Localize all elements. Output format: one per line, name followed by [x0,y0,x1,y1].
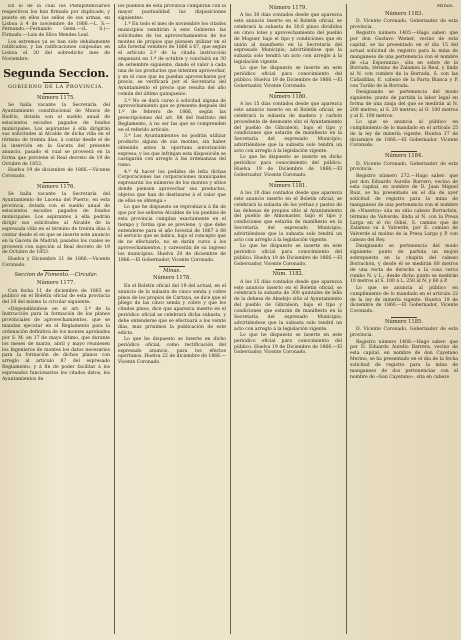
notice-number: Número 1180. [269,93,307,100]
notice-number: Número 1175. [37,94,75,101]
section-heading: Minas. [163,267,181,274]
column-divider [114,4,115,634]
paragraph: Lo que he dispuesto se inserte en este periódico oficial para conocimiento del público. Huelva 19 de Diciembre de 1866.—El Gobernador, Vicente Coronado. [234,332,342,356]
paragraph: Lo que he dispuesto se reproduzca á fin de que por los señores Alcaldes de los pueblos de esta provincia cumplan exactamente en el tiempo y forma que se previene, y que debe entenderse para el año forestal de 1867 á 68 el servicio que se indica, bajo el concepto que de no efectuarlo, no se darán curso á los aprovechamientos, y carecerán de su ingreso los municipios. Huelva 20 de diciembre de 1866.—El Gobernador, Vicente Coronado. [118,205,226,263]
paragraph: Registro número 1408.—Hago saber: que por D. Eduardo Aurelio Barrera, vecino de esta capital, en nombre de don Cayetano Merino, se ha presentado en el día de la fecha solicitud de registro para la mina de manganeso de dos pertenencias con el nombre de «San Cayetano», sita en cabezo [350,339,458,380]
paragraph: los pueblos de esta provincia cumplirán con la mayor puntualidad las disposiciones siguientes: [118,4,226,21]
column-4 [350,4,458,636]
paragraph: Lo que he dispuesto se inserte en dicho periódico para conocimiento del público. Huelva 19 de Diciembre de 1866.—El Gobernador, Vicente Coronado. [234,155,342,178]
divider [43,182,69,183]
paragraph: Lo que he dispuesto se inserte en este periódico oficial para conocimiento del público. Huelva 19 de Diciembre de 1866.—El Gobernador, Vicente Coronado. [234,66,342,89]
paragraph: Designando se pertenencia del modo siguiente: punto de partida la labor legal en forma de una zanja del que se medirán al N. 200 metros; al S. 20 metros; al O. 100 metros y al E. 100 metros. [350,90,458,119]
paragraph: Huelva y Diciembre 21 de 1866.—Vicente Coronado. [2,256,110,268]
paragraph: Lo que se anuncia al público en cumplimiento de lo mandado en el artículo 25 de la ley de minería vigente. Huelva 17 de diciembre de 1866.—El Gobernador, Vicente Coronado. [350,120,458,149]
paragraph: En el Boletín oficial del 19 del actual, en el anuncio de la subasta de cinco senda y cobre pinos de los propios de Cartaya, se dice que el pliego de las cinco senda y cobre y que los citados pinos, dice que aparezca inserto en el periódico oficial se celebrará dicha subasta, y debe entenderse que se efectuará a los veinte días, más próximos la publicación de este edicto. [118,283,226,336]
paragraph: A los 15 días contados desde que aparezca este anuncio inserto en el Boletín oficial, se celebrará la subasta de madera y carbón procedente de desmonte sito el Ayuntamiento del pueblo de Gibraleón, bajo el tipo y condiciones que estarán de manifiesto en la Secretaría del espresado Municipio; advirtiéndose que la subasta solo tendrá un acto con arreglo á la legislación vigente. [234,102,342,154]
notice-number: Número 1181. [269,182,307,189]
divider [43,270,69,271]
notice-number: Número 1177. [37,280,75,287]
column-3 [234,4,342,636]
section-subtitle: GOBIERNO DE LA PROVINCIA. [7,83,105,90]
paragraph: D. Vicente Coronado, Gobernador de esta provincia. [350,161,458,173]
paragraph: A los 15 días contados desde que aparezca este anuncio inserto en el Boletín oficial, se celebrará la subasta de 300 quintales de leña de la dehesa de Abadejo sitio al Ayuntamiento del pueblo de Gibraleón, bajo el tipo y condiciones que estarán de manifiesto en la Secretaría del espresado Municipio; advirtiéndose que la subasta solo tendrá un acto con arreglo á la legislación vigente. [234,279,342,332]
column-divider [346,4,347,634]
notice-number: Número 1184. [385,153,423,160]
paragraph: 1.ª En todo el mes de noviembre los citados municipios remitirán á este Gobierno las solicitudes de los aprovechamientos de los montes de propios que piensen utilizar en el año forestal venidero de 1866 á 67, que según el artículo 2.º de la citada instrucción empezará en 1.º de octubre y concluirá en 30 de setiembre siguiente, dando el valor á cada una de los productos que intenten aprovechar, y en el caso que no puedan aprovecharse por precio, se verificará por el Secretario del Ayuntamiento el precio que resulta del año común del último quinquenio. [118,22,226,98]
divider [391,317,417,318]
paragraph: Se halla vacante la Secretaría del Ayuntamiento de Lucena del Puerto, en esta provincia, dotada con el sueldo anual de seiscientos escudos pagados de fondos municipales. Los aspirantes á ella podrán dirigir sus solicitudes al Alcalde de la espresada villa en el término de treinta días á contar desde el en que se inserte este anuncio en la Gaceta de Madrid; pasados los cuales se proveerá con sujeción al Real decreto de 19 de Octubre de 1853. [2,191,110,256]
paragraph: Lo que he dispuesto se inserte en este periódico oficial para conocimiento del público. Huelva 19 de Diciembre de 1866.—El Gobernador, Vicente Coronado. [234,244,342,267]
paragraph: En lo de la cual los Plenipotenciarios respectivos los han firmado por duplicado, y puesto en ellos los sellos de sus armas, en Lisboa á 4 de noviembre de 1866.—L. S.—Fernando.—Fernando Gemi.—(L. S.)—Firmado.—Luis de Silva Mendes Leal. [2,4,110,39]
notice-number: Número 1185. [385,319,423,326]
paragraph: A los 30 días contados desde que aparezca este anuncio inserto en el Boletín oficial, se celebrará la subasta de 30,6 pinos divididos en cinco lotes y aprovechamiento del pueblo de Moguer, bajo el tipo y condiciones que en unión al manifiesto en la Secretaría del espresado Municipio; advirtiéndose que la subasta solo tendrá un acto con arreglo á la legislación vigente. [234,13,342,66]
notice-number: Núm. 1182. [272,271,304,278]
paragraph: Lo que he dispuesto se inserte en dicho periódico oficial, como rectificación del espresado anuncio, para los efectos oportunos. Huelva 22 de diciembre de 1866.—Vicente Coronado. [118,336,226,366]
paragraph: Lo que se anuncia al público en cumplimiento de lo mandado en el artículo 22 de la ley de minería vigente. Huelva 19 de diciembre de 1866.—El Gobernador, Vicente Coronado. [350,285,458,315]
paragraph: Se halla vacante la Secretaría del Ayuntamiento constitucional de Mozos de Riofrío, dotada con el sueldo anual de seiscientos escudos pagados de fondos municipales. Los aspirantes á ella dirigirán sus solicitudes al Alcalde de dicha villa en el término de treinta días, á contar desde el de la inserción en la Gaceta del presente anuncio, pasado el cual se proveerá en la forma que previene el Real decreto de 19 de Octubre de 1853. [2,103,110,167]
paragraph: D. Vicente Coronado, Gobernador de esta provincia. [350,19,458,31]
paragraph: Con fecha 11 de diciembre de 1865 se publicó en el Boletín oficial de esta provincia del 18 del mismo la circular siguiente: [2,288,110,306]
paragraph: Huelva 19 de diciembre de 1866.—Vicente Coronado. [2,167,110,179]
notice-number: Número 1183. [385,10,423,17]
section-heading: Seccion de Fomento.—Circular. [14,272,98,279]
paragraph: Los extremos ya se han sido debidamente ratificados, y las ratificaciones canjeadas en Lisboa el 20 del sobredicho mes de Noviembre. [2,39,110,63]
paragraph: Registro número 272.—Hago saber: que por don Eduardo Aurelio Barrero, vecino de esta capital, en nombre de D. Juan Miguel Ruiz, se ha presentado en el día de ayer solicitud de registro para la mina de manganeso de una pertenencia con el nombre de «Nuestra» sita en sitio cabezo Borrachón, término de Valverde, linda al N. con la Presa Larga en el río Odiel, S. camino que de Zalamea va á Valverde, por E. camino de Valverde al molino de la Presa Larga y P. con cabezo del Rey. [350,173,458,244]
divider [275,92,301,93]
section-title: Segunda Seccion. [3,66,109,80]
paragraph: «Dispondiéndose en el art. 3.º de la Instrucción para la formación de los planos provinciales de aprovechamientos, que se mandan ejecutar en el Reglamento para la ordenación definitiva de los montes aprobados por S. M. en 17 de mayo último, que durante los meses de marzo, abril y mayo reuniesen los Ingenieros de montes los datos necesarios para la formación de dichos planos con arreglo al artículo 87 del espresado Reglamento, y á fin de poder facilitar á los espresados funcionarios los citados datos, los Ayuntamientos de [2,306,110,382]
notice-number: Número 1178. [153,275,191,282]
column-divider [230,4,231,634]
notice-number: Número 1179. [269,5,307,11]
divider [159,266,185,267]
running-head: Minas. [436,4,454,9]
paragraph: 3.ª Los Ayuntamientos no podrán utilizar producto alguno de sus montes, sin haber obtenido antes la oportuna autorización expresa; y los que infrinjan esta disposición se castigarán con arreglo á las ordenanzas del ramo. [118,134,226,169]
column-2 [118,4,226,636]
paragraph: 4.ª Al hacer los pedidos de leña dichas Corporaciones las corporaciones municipales espresarán los números de los montes y sitios donde piensen aprovechar sus productos, objetos que han de destinarse á el valor que de ellos se obtenga.» [118,169,226,204]
divider [43,82,69,83]
divider [43,93,69,94]
paragraph: D. Vicente Coronado, Gobernador de esta provincia. [350,327,458,339]
paragraph: A los 10 días contados desde que aparezca este anuncio inserto en el Boletín oficial, se celebrará la subasta de los yerbas y pastos de las dehesas de propios sitio al Ayuntamiento del pueblo de Almonaster, bajo el tipo y condiciones que estarán de manifiesto en la Secretaría del espresado Municipio; advirtiéndose que la subasta solo tendrá un acto con arreglo á la legislación vigente. [234,190,342,243]
divider [275,181,301,182]
paragraph: 2.ª No se dará curso á solicitud alguna de aprovechamiento que se presente después del 1.º de febrero de 1866, según las prescripciones del art. 88 del Instituto del Reglamento, á no ser las que se comprenden en el referido artículo. [118,98,226,133]
notice-number: Número 1176. [37,183,75,190]
paragraph: Registro número 1405.—Hago saber: que por don Gustavo Wemer, vecino de esta capital, se ha presentado en el día 15 del actual solicitud de registro para la mina de manganeso de una pertenencia con el nombre de «La Esperanza», sita en sobre de la Borrada, término de Zalamea la Real, y linda al N. con cumbre de la Borrada, S. con las Cañadillas, E. cabezo de la Parra Blanca y P. con Turillo de la Borrada. [350,31,458,89]
paragraph: Designando se pertenencia del modo siguiente: punto de partida un mojón sobrepuesto en la chapita del cabezo Borrachón, y desde él se medirán 60 metros de una recta de derecho a la cosa cerca rumbo N. y L.; desde dicho punto se medirán 10 metros al S. 100 á L. 250 al N. y 60 á P. [350,244,458,285]
column-1 [2,4,110,636]
